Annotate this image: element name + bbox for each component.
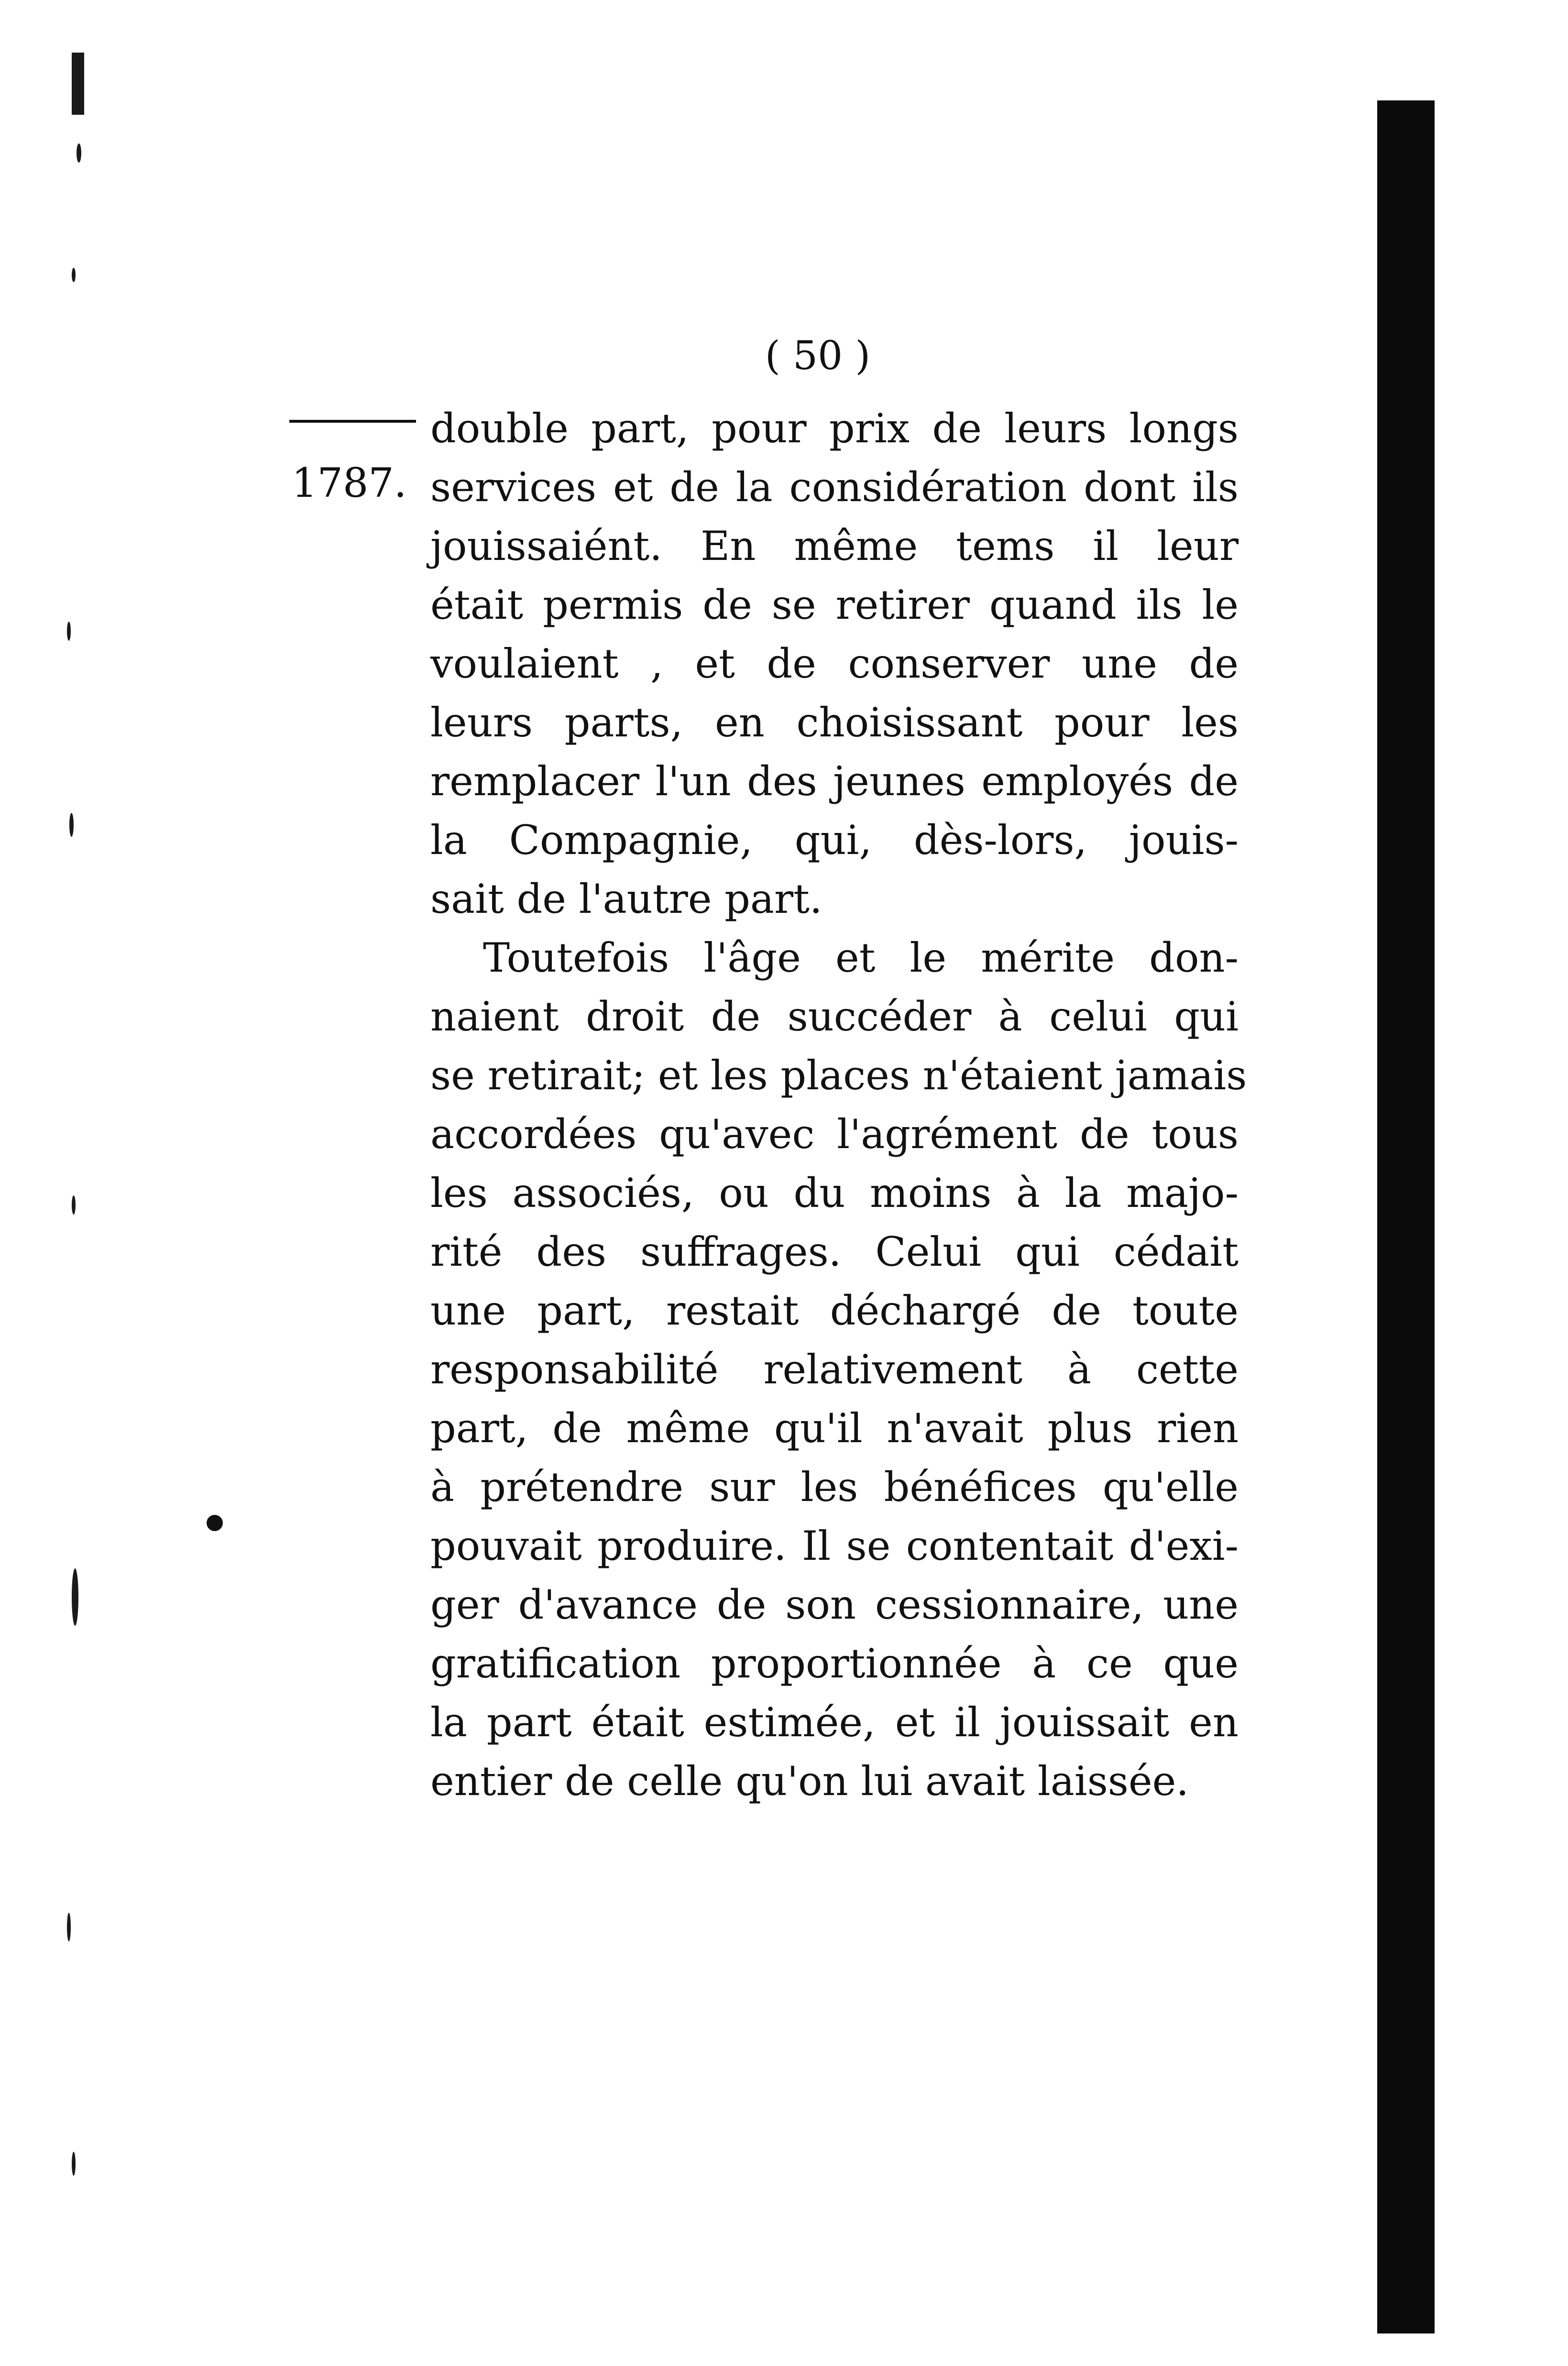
- binding-speck: [72, 1568, 78, 1626]
- text-line: jouissaiént. En même tems il leur: [430, 523, 1239, 570]
- text-line: les associés, ou du moins à la majo-: [430, 1170, 1239, 1216]
- text-line: entier de celle qu'on lui avait laissée.: [430, 1758, 1189, 1805]
- text-line: était permis de se retirer quand ils le: [430, 581, 1239, 628]
- binding-speck: [67, 1913, 71, 1941]
- text-line: se retirait; et les places n'étaient jamais: [430, 1052, 1247, 1099]
- text-line: voulaient , et de conserver une de: [430, 640, 1239, 687]
- binding-mark: [72, 53, 84, 115]
- margin-year: 1787.: [292, 460, 407, 506]
- binding-speck: [72, 1195, 76, 1215]
- text-line: accordées qu'avec l'agrément de tous: [430, 1111, 1239, 1158]
- binding-speck: [72, 268, 76, 282]
- text-line: une part, restait déchargé de toute: [430, 1287, 1239, 1334]
- text-line: naient droit de succéder à celui qui: [430, 993, 1239, 1040]
- text-line: pouvait produire. Il se contentait d'exi-: [430, 1523, 1239, 1569]
- binding-speck: [67, 622, 71, 641]
- text-line: double part, pour prix de leurs longs: [430, 405, 1239, 452]
- text-line: la part était estimée, et il jouissait en: [430, 1699, 1239, 1746]
- text-line: services et de la considération dont ils: [430, 464, 1239, 511]
- margin-dash: [289, 420, 416, 423]
- text-line: ger d'avance de son cessionnaire, une: [430, 1581, 1239, 1628]
- binding-speck: [69, 813, 74, 837]
- binding-speck: [77, 143, 81, 163]
- text-line: leurs parts, en choisissant pour les: [430, 699, 1239, 746]
- text-line: à prétendre sur les bénéfices qu'elle: [430, 1464, 1239, 1511]
- binding-speck: [72, 2152, 76, 2176]
- page-number: ( 50 ): [765, 333, 871, 379]
- text-line: gratification proportionnée à ce que: [430, 1640, 1239, 1687]
- text-line: rité des suffrages. Celui qui cédait: [430, 1228, 1239, 1275]
- page-edge-shadow: [1377, 100, 1435, 2333]
- text-line: Toutefois l'âge et le mérite don-: [483, 934, 1239, 981]
- text-line: part, de même qu'il n'avait plus rien: [430, 1405, 1239, 1452]
- ink-blot: [207, 1515, 223, 1531]
- text-line: remplacer l'un des jeunes employés de: [430, 758, 1239, 805]
- text-line: responsabilité relativement à cette: [430, 1346, 1239, 1393]
- body-text: [430, 399, 1247, 1815]
- text-line: sait de l'autre part.: [430, 876, 822, 922]
- text-line: la Compagnie, qui, dès-lors, jouis-: [430, 817, 1239, 864]
